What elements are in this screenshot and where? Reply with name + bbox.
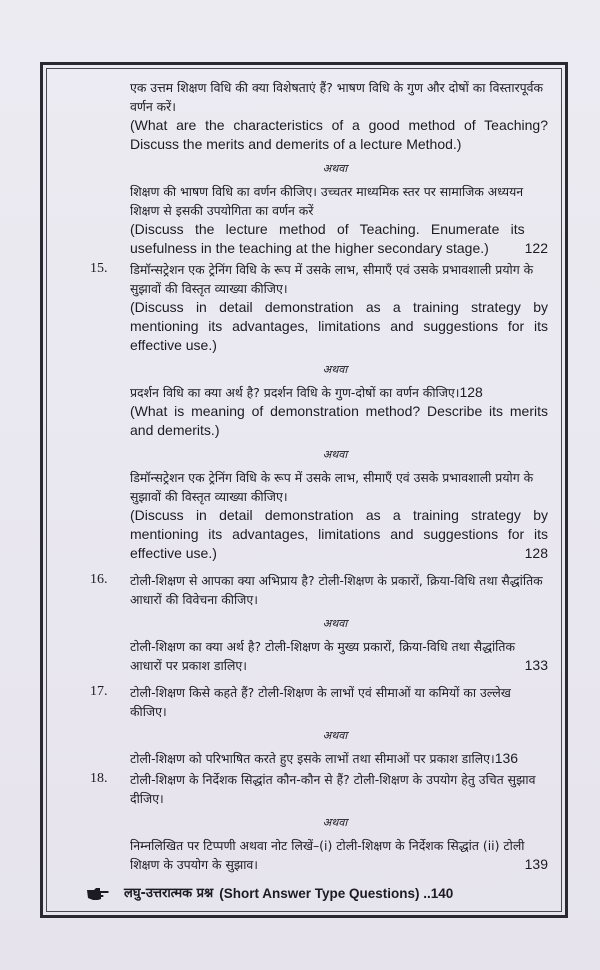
question-hindi: प्रदर्शन विधि का क्या अर्थ है? प्रदर्शन विधि के गुण-दोषों का वर्णन कीजिए।128 [130, 384, 483, 400]
footer-english: (Short Answer Type Questions) ..140 [219, 886, 454, 901]
question-item [52, 836, 548, 874]
question-hindi: एक उत्तम शिक्षण विधि की क्या विशेषताएं हैं? भाषण विधि के गुण और दोषों का विस्तारपूर्वक वर्णन करें। [130, 80, 544, 114]
question-list [52, 78, 548, 876]
or-separator: अथवा [322, 729, 348, 742]
question-hindi: डिमॉन्सट्रेशन एक ट्रेनिंग विधि के रूप में उसके लाभ, सीमाएँ एवं उसके प्रभावशाली प्रयोग के सुझावों की विस्तृत व्याख्या कीजिए। [130, 262, 534, 296]
or-separator: अथवा [322, 617, 348, 630]
or-separator: अथवा [322, 162, 348, 175]
question-item [52, 770, 548, 808]
page-number: 122 [524, 240, 548, 256]
question-number: 18. [90, 771, 108, 786]
page-number: 128 [459, 384, 483, 400]
question-number: 15. [90, 261, 108, 276]
question-item [52, 468, 548, 563]
question-hindi: टोली-शिक्षण के निर्देशक सिद्धांत कौन-कौन से हैं? टोली-शिक्षण के उपयोग हेतु उचित सुझाव दीजिए। [130, 772, 536, 806]
or-separator: अथवा [322, 816, 348, 829]
question-item [52, 683, 548, 721]
question-hindi: शिक्षण की भाषण विधि का वर्णन कीजिए। उच्चतर माध्यमिक स्तर पर सामाजिक अध्ययन शिक्षण से इसकी उपयोगिता का वर्णन करें [130, 184, 524, 218]
question-number: 16. [90, 572, 108, 587]
question-item [52, 182, 548, 258]
question-hindi: निम्नलिखित पर टिप्पणी अथवा नोट लिखें–(i) टोली-शिक्षण के निर्देशक सिद्धांत (ii) टोली शिक्षण के उपयोग के सुझाव। 139 [130, 838, 548, 872]
question-hindi: टोली-शिक्षण किसे कहते हैं? टोली-शिक्षण के लाभों एवं सीमाओं या कमियों का उल्लेख कीजिए। [130, 685, 511, 719]
question-item [52, 78, 548, 154]
question-item [52, 260, 548, 355]
question-english: (Discuss in detail demonstration as a training strategy by mentioning its advantages, limitations and suggestions for its effective use.) [130, 299, 548, 353]
question-hindi: डिमॉन्सट्रेशन एक ट्रेनिंग विधि के रूप में उसके लाभ, सीमाएँ एवं उसके प्रभावशाली प्रयोग के सुझावों की विस्तृत व्याख्या कीजिए। [130, 470, 534, 504]
or-separator: अथवा [322, 363, 348, 376]
question-number: 17. [90, 684, 108, 699]
section-heading [86, 884, 556, 903]
question-english: (Discuss the lecture method of Teaching. Enumerate its usefulness in the teaching at the higher secondary stage.) 122 [130, 221, 548, 256]
question-hindi: टोली-शिक्षण का क्या अर्थ है? टोली-शिक्षण के मुख्य प्रकारों, क्रिया-विधि तथा सैद्धांतिक आधारों पर प्रकाश डालिए। 133 [130, 639, 548, 673]
question-item [52, 571, 548, 609]
question-number [52, 78, 130, 154]
footer-hindi: लघु-उत्तरात्मक प्रश्न [124, 886, 214, 901]
question-item [52, 383, 548, 440]
question-item [52, 749, 548, 768]
page-number: 139 [524, 856, 548, 872]
question-english: (What are the characteristics of a good method of Teaching? Discuss the merits and demerits of a lecture Method.) [130, 117, 548, 152]
page-number: 133 [524, 657, 548, 673]
page-number: 128 [524, 545, 548, 561]
page-number: 136 [494, 750, 519, 766]
question-english: (Discuss in detail demonstration as a training strategy by mentioning its advantages, limitations and suggestions for its effective use.) 128 [130, 507, 548, 561]
question-item [52, 637, 548, 675]
or-separator: अथवा [322, 448, 348, 461]
pointing-hand-icon [86, 886, 110, 902]
question-hindi: टोली-शिक्षण को परिभाषित करते हुए इसके लाभों तथा सीमाओं पर प्रकाश डालिए। 136 [130, 750, 519, 766]
question-english: (What is meaning of demonstration method? Describe its merits and demerits.) [130, 403, 548, 438]
question-hindi: टोली-शिक्षण से आपका क्या अभिप्राय है? टोली-शिक्षण के प्रकारों, क्रिया-विधि तथा सैद्धांतिक आधारों की विवेचना कीजिए। [130, 573, 543, 607]
